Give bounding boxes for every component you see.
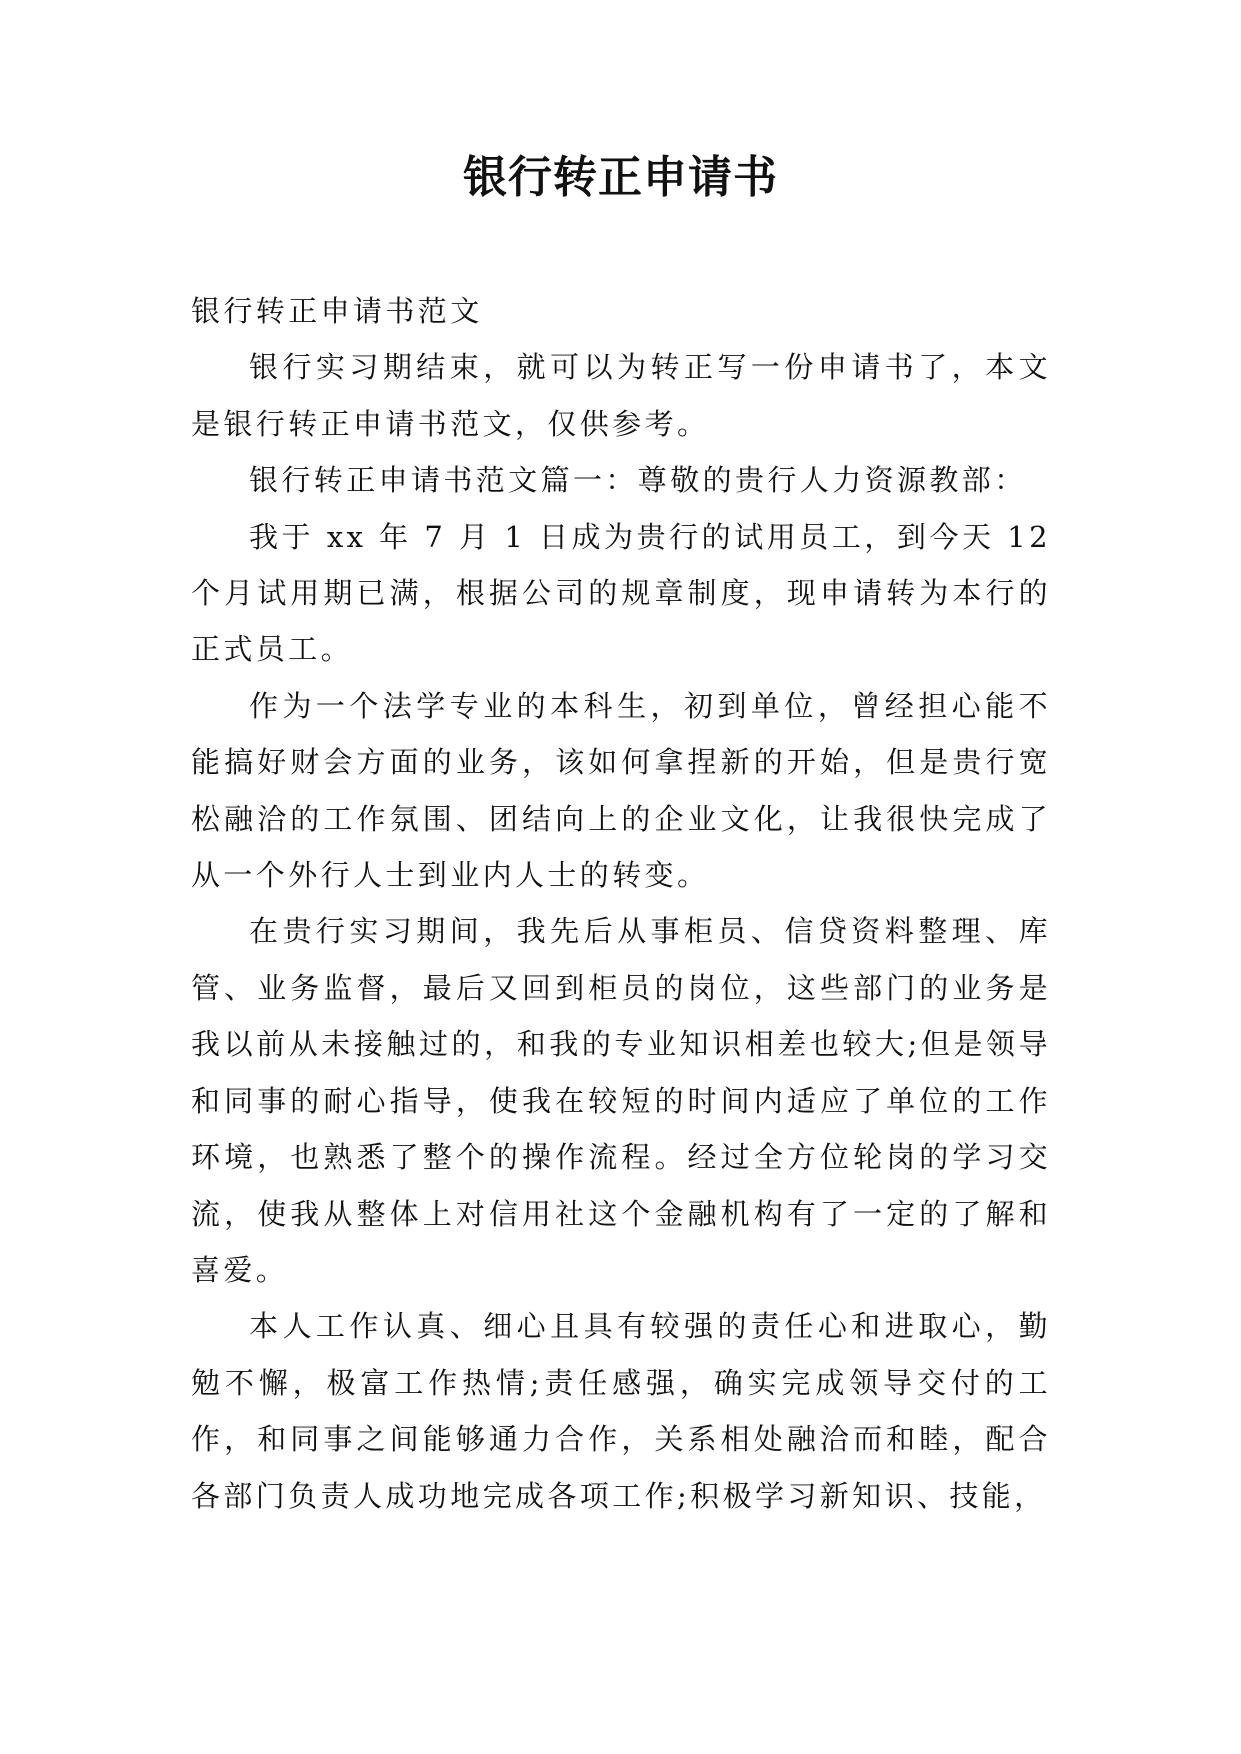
paragraph-self-evaluation: 本人工作认真、细心且具有较强的责任心和进取心，勤勉不懈，极富工作热情;责任感强，确实完成领导交付的工作，和同事之间能够通力合作，关系相处融洽而和睦，配合各部门负责人成功地完成各项工作;积极学习新知识、技能，	[191, 1309, 1051, 1513]
paragraph-salutation: 银行转正申请书范文篇一：尊敬的贵行人力资源教部：	[249, 463, 1027, 498]
paragraph-background: 作为一个法学专业的本科生，初到单位，曾经担心能不能搞好财会方面的业务，该如何拿捏新的开始，但是贵行宽松融洽的工作氛围、团结向上的企业文化，让我很快完成了从一个外行人士到业内人士的转变。	[191, 688, 1051, 893]
paragraph-intro: 银行实习期结束，就可以为转正写一份申请书了，本文是银行转正申请书范文，仅供参考。	[191, 350, 1051, 441]
paragraph-subtitle: 银行转正申请书范文	[191, 294, 483, 328]
document-body	[191, 283, 1051, 1524]
document-title: 银行转正申请书	[463, 152, 778, 203]
paragraph-internship: 在贵行实习期间，我先后从事柜员、信贷资料整理、库管、业务监督，最后又回到柜员的岗位，这些部门的业务是我以前从未接触过的，和我的专业知识相差也较大;但是领导和同事的耐心指导，使我在较短的时间内适应了单位的工作环境，也熟悉了整个的操作流程。经过全方位轮岗的学习交流，使我从整体上对信用社这个金融机构有了一定的了解和喜爱。	[191, 914, 1051, 1287]
paragraph-application: 我于 xx 年 7 月 1 日成为贵行的试用员工，到今天 12 个月试用期已满，根据公司的规章制度，现申请转为本行的正式员工。	[191, 519, 1051, 667]
